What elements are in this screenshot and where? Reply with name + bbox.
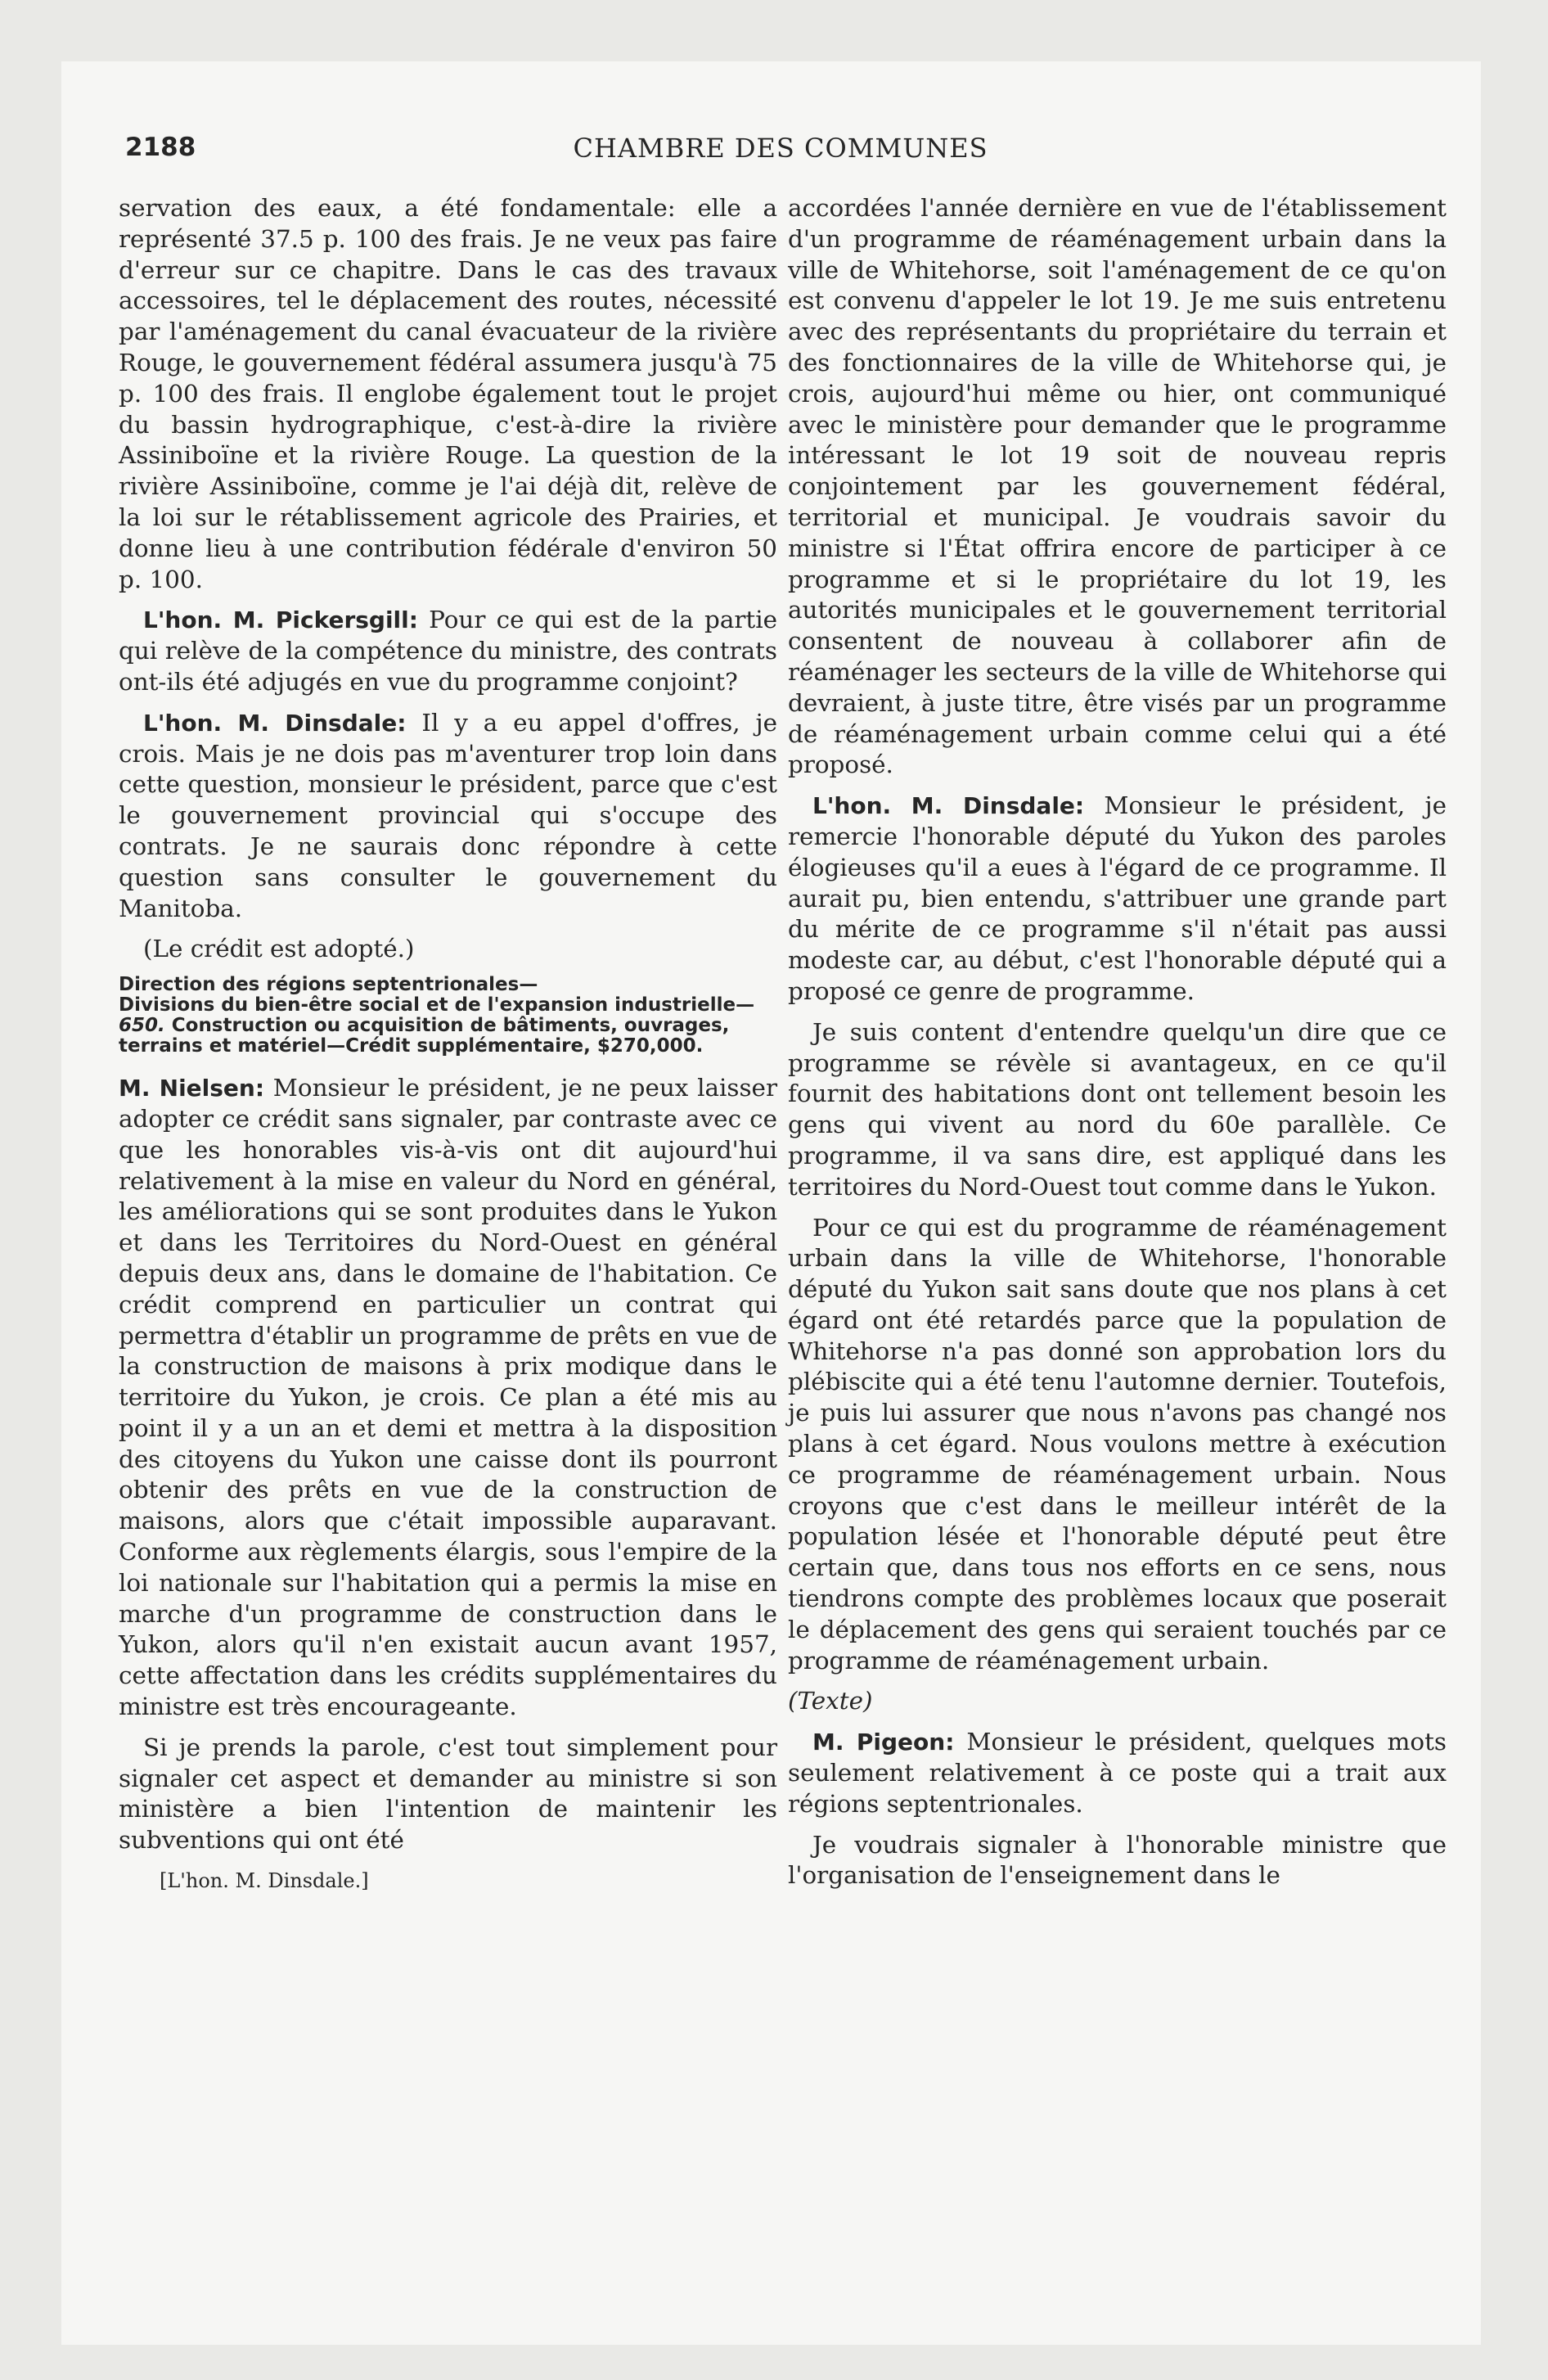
speech bbox=[119, 1073, 777, 1723]
paragraph: servation des eaux, a été fondamentale: elle a représenté 37.5 p. 100 des frais. Je ne veux pas faire d'erreur sur ce chapitre. Dans le cas des travaux accessoires, tel le déplacement des routes, nécessité par l'aménagement du canal évacuateur de la rivière Rouge, le gouvernement fédéral assumera jusqu'à 75 p. 100 des frais. Il englobe également tout le projet du bassin hydrographique, c'est-à-dire la rivière Assiniboïne et la rivière Rouge. La question de la rivière Assiniboïne, comme je l'ai déjà dit, relève de la loi sur le rétablissement agricole des Prairies, et donne lieu à une contribution fédérale d'environ 50 p. 100. bbox=[119, 194, 777, 593]
speaker-footer: [L'hon. M. Dinsdale.] bbox=[160, 1869, 369, 1893]
speaker-name: L'hon. M. Pickersgill: bbox=[143, 606, 418, 634]
speech bbox=[788, 791, 1447, 1007]
speech-text: Il y a eu appel d'offres, je crois. Mais je ne dois pas m'aventurer trop loin dans cette question, monsieur le président, parce que c'est le gouvernement provincial qui s'occupe des contrats. Je ne saurais donc répondre à cette question sans consulter le gouvernement du Manitoba. bbox=[119, 708, 777, 922]
section-label: (Texte) bbox=[788, 1687, 873, 1715]
speaker-name: M. Nielsen: bbox=[119, 1075, 265, 1102]
paragraph: Je suis content d'entendre quelqu'un dire que ce programme se révèle si avantageux, en ce qu'il fournit des habitations dont ont tellement besoin les gens qui vivent au nord du 60e parallèle. Ce programme, il va sans dire, est appliqué dans les territoires du Nord-Ouest tout comme dans le Yukon. bbox=[788, 1017, 1447, 1201]
speech-text: Monsieur le président, je ne peux laisser adopter ce crédit sans signaler, par contraste avec ce que les honorables vis-à-vis ont dit aujourd'hui relativement à la mise en valeur du Nord en général, les améliorations qui se sont produites dans le Yukon et dans les Territoires du Nord-Ouest en général depuis deux ans, dans le domaine de l'habitation. Ce crédit comprend en particulier un contrat qui permettra d'établir un programme de prêts en vue de la construction de maisons à prix modique dans le territoire du Yukon, je crois. Ce plan a été mis au point il y a un an et demi et mettra à la disposition des citoyens du Yukon une caisse dont ils pourront obtenir des prêts en vue de la construction de maisons, alors que c'était impossible auparavant. Conforme aux règlements élargis, sous l'empire de la loi nationale sur l'habitation qui a permis la mise en marche d'un programme de construction dans le Yukon, alors qu'il n'en existait aucun avant 1957, cette affectation dans les crédits supplémentaires du ministre est très encourageante. bbox=[119, 1074, 778, 1721]
speaker-name: L'hon. M. Dinsdale: bbox=[143, 709, 407, 737]
speech-text: Monsieur le président, je remercie l'honorable député du Yukon des paroles élogieuses qu'il a eues à l'égard de ce programme. Il aurait pu, bien entendu, s'attribuer une grande part du mérite de ce programme s'il n'était pas aussi modeste car, au début, c'est l'honorable député qui a proposé ce genre de programme. bbox=[788, 791, 1447, 1005]
right-column bbox=[788, 193, 1447, 1901]
running-head: CHAMBRE DES COMMUNES bbox=[573, 133, 988, 164]
paragraph: accordées l'année dernière en vue de l'établissement d'un programme de réaménagement urbain dans la ville de Whitehorse, soit l'aménagement de ce qu'on est convenu d'appeler le lot 19. Je me suis entretenu avec des représentants du propriétaire du terrain et des fonctionnaires de la ville de Whitehorse qui, je crois, aujourd'hui même ou hier, ont communiqué avec le ministère pour demander que le programme intéressant le lot 19 soit de nouveau repris conjointement par les gouvernement fédéral, territorial et municipal. Je voudrais savoir du ministre si l'État offrira encore de participer à ce programme et si le propriétaire du lot 19, les autorités municipales et le gouvernement territorial consentent de nouveau à collaborer afin de réaménager les secteurs de la ville de Whitehorse qui devraient, à juste titre, être visés par un programme de réaménagement urbain comme celui qui a été proposé. bbox=[788, 194, 1447, 779]
speech-text: Pour ce qui est de la partie qui relève de la compétence du ministre, des contrats ont-ils été adjugés en vue du programme conjoint? bbox=[119, 606, 778, 696]
paragraph: Je voudrais signaler à l'honorable ministre que l'organisation de l'enseignement dans le bbox=[788, 1830, 1447, 1890]
adopted-note: (Le crédit est adopté.) bbox=[143, 935, 415, 963]
item-subheading: Divisions du bien-être social et de l'expansion industrielle— bbox=[119, 994, 755, 1016]
paragraph: Si je prends la parole, c'est tout simplement pour signaler cet aspect et demander au ministre si son ministère a bien l'intention de maintenir les subventions qui ont été bbox=[119, 1733, 777, 1855]
speech bbox=[119, 605, 777, 697]
paragraph: Pour ce qui est du programme de réaménagement urbain dans la ville de Whitehorse, l'honorable député du Yukon sait sans doute que nos plans à cet égard ont été retardés parce que la population de Whitehorse n'a pas donné son approbation lors du plébiscite qui a été tenu l'automne dernier. Toutefois, je puis lui assurer que nous n'avons pas changé nos plans à cet égard. Nous voulons mettre à exécution ce programme de réaménagement urbain. Nous croyons que c'est dans le meilleur intérêt de la population lésée et l'honorable député peut être certain que, dans tous nos efforts en ce sens, nous tiendrons compte des problèmes locaux que poserait le déplacement des gens qui seraient touchés par ce programme de réaménagement urbain. bbox=[788, 1213, 1447, 1675]
page-header bbox=[125, 133, 1436, 182]
speech bbox=[119, 708, 777, 925]
budget-item bbox=[119, 975, 777, 1057]
speaker-name: L'hon. M. Dinsdale: bbox=[812, 792, 1085, 820]
item-heading: Direction des régions septentrionales— bbox=[119, 974, 538, 996]
item-vote bbox=[119, 1016, 777, 1057]
speech bbox=[788, 1727, 1447, 1819]
speaker-name: M. Pigeon: bbox=[812, 1729, 955, 1756]
item-description: Construction ou acquisition de bâtiments, ouvrages, terrains et matériel—Crédit supplémentaire, $270,000. bbox=[119, 1015, 730, 1057]
page-number: 2188 bbox=[125, 133, 196, 162]
left-column bbox=[119, 193, 777, 1907]
item-number: 650. bbox=[119, 1015, 165, 1037]
speech-text: Monsieur le président, quelques mots seulement relativement à ce poste qui a trait aux régions septentrionales. bbox=[788, 1728, 1447, 1818]
